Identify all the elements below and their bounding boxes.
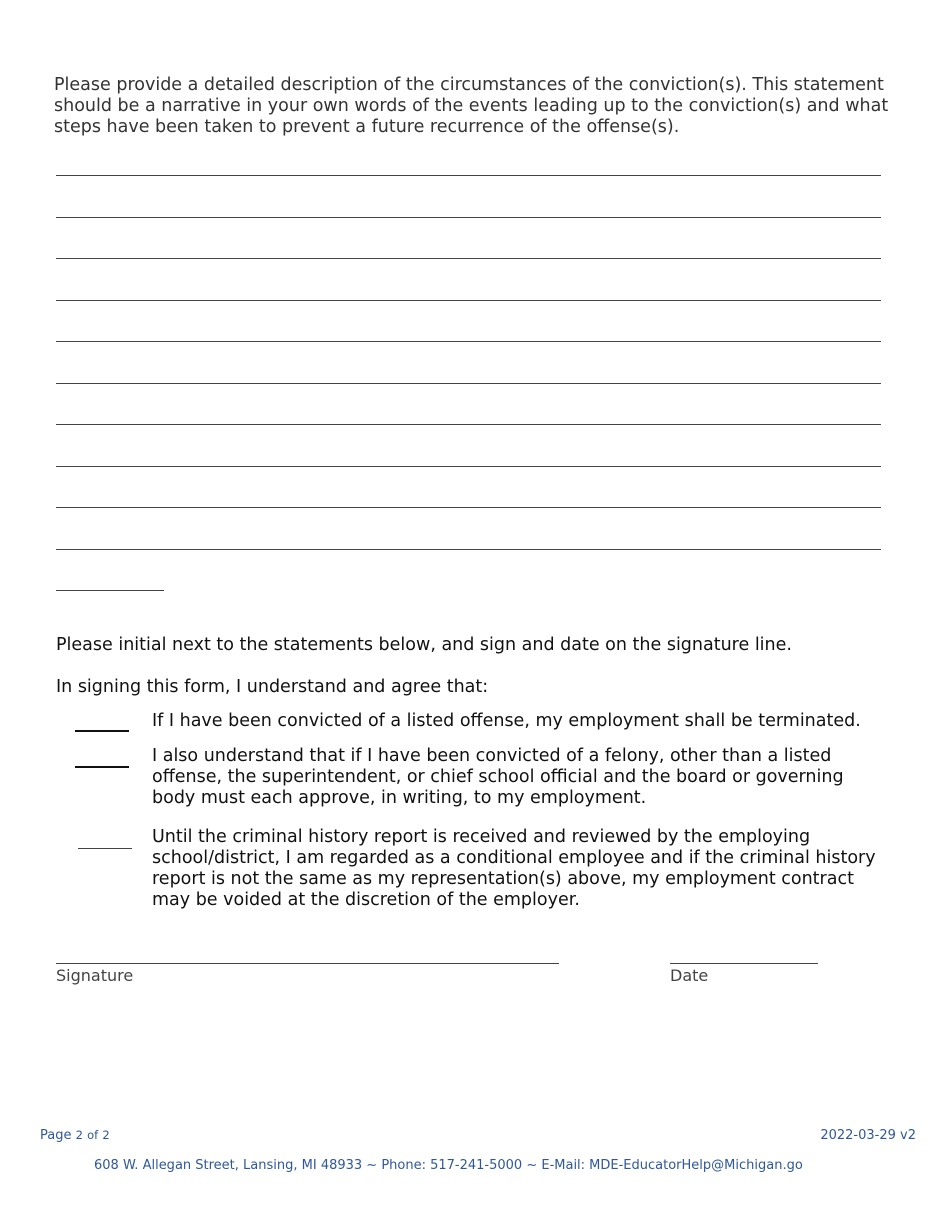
version-stamp: 2022-03-29 v2 <box>820 1128 916 1143</box>
narrative-line[interactable] <box>56 549 881 550</box>
initial-instructions: Please initial next to the statements below, and sign and date on the signature line. <box>56 635 792 655</box>
narrative-line[interactable] <box>56 217 881 218</box>
page-of: of <box>87 1128 99 1142</box>
initial-blank-2[interactable] <box>75 766 129 768</box>
signature-label: Signature <box>56 966 134 985</box>
initial-blank-3[interactable] <box>78 848 132 849</box>
narrative-line[interactable] <box>56 383 881 384</box>
page-current: 2 <box>75 1128 83 1142</box>
statement-2: I also understand that if I have been convicted of a felony, other than a listed offense, the superintendent, or chief school official and the board or governing body must each approve, in writing, to my employment. <box>152 746 844 808</box>
agreement-lead: In signing this form, I understand and agree that: <box>56 677 489 697</box>
date-line[interactable] <box>670 963 818 964</box>
narrative-line[interactable] <box>56 466 881 467</box>
page-total: 2 <box>102 1128 110 1142</box>
statement-1: If I have been convicted of a listed offense, my employment shall be terminated. <box>152 711 861 731</box>
page-prefix: Page <box>40 1128 72 1143</box>
statement-3: Until the criminal history report is received and reviewed by the employing school/district, I am regarded as a conditional employee and if the criminal history report is not the same as my representation(s) above, my employment contract may be voided at the discretion of the employer. <box>152 827 876 910</box>
date-label: Date <box>670 966 709 985</box>
narrative-line[interactable] <box>56 590 164 591</box>
intro-paragraph: Please provide a detailed description of the circumstances of the conviction(s). This statement should be a narrative in your own words of the events leading up to the conviction(s) and what steps have been taken to prevent a future recurrence of the offense(s). <box>54 75 889 137</box>
signature-line[interactable] <box>56 963 559 964</box>
narrative-line[interactable] <box>56 300 881 301</box>
initial-blank-1[interactable] <box>75 730 129 732</box>
narrative-line[interactable] <box>56 507 881 508</box>
narrative-line[interactable] <box>56 175 881 176</box>
narrative-line[interactable] <box>56 258 881 259</box>
page-number <box>40 1128 110 1143</box>
narrative-lines[interactable] <box>56 0 881 600</box>
footer-address: 608 W. Allegan Street, Lansing, MI 48933 ~ Phone: 517-241-5000 ~ E-Mail: MDE-EducatorHelp@Michigan.go <box>94 1158 803 1173</box>
narrative-line[interactable] <box>56 341 881 342</box>
narrative-line[interactable] <box>56 424 881 425</box>
